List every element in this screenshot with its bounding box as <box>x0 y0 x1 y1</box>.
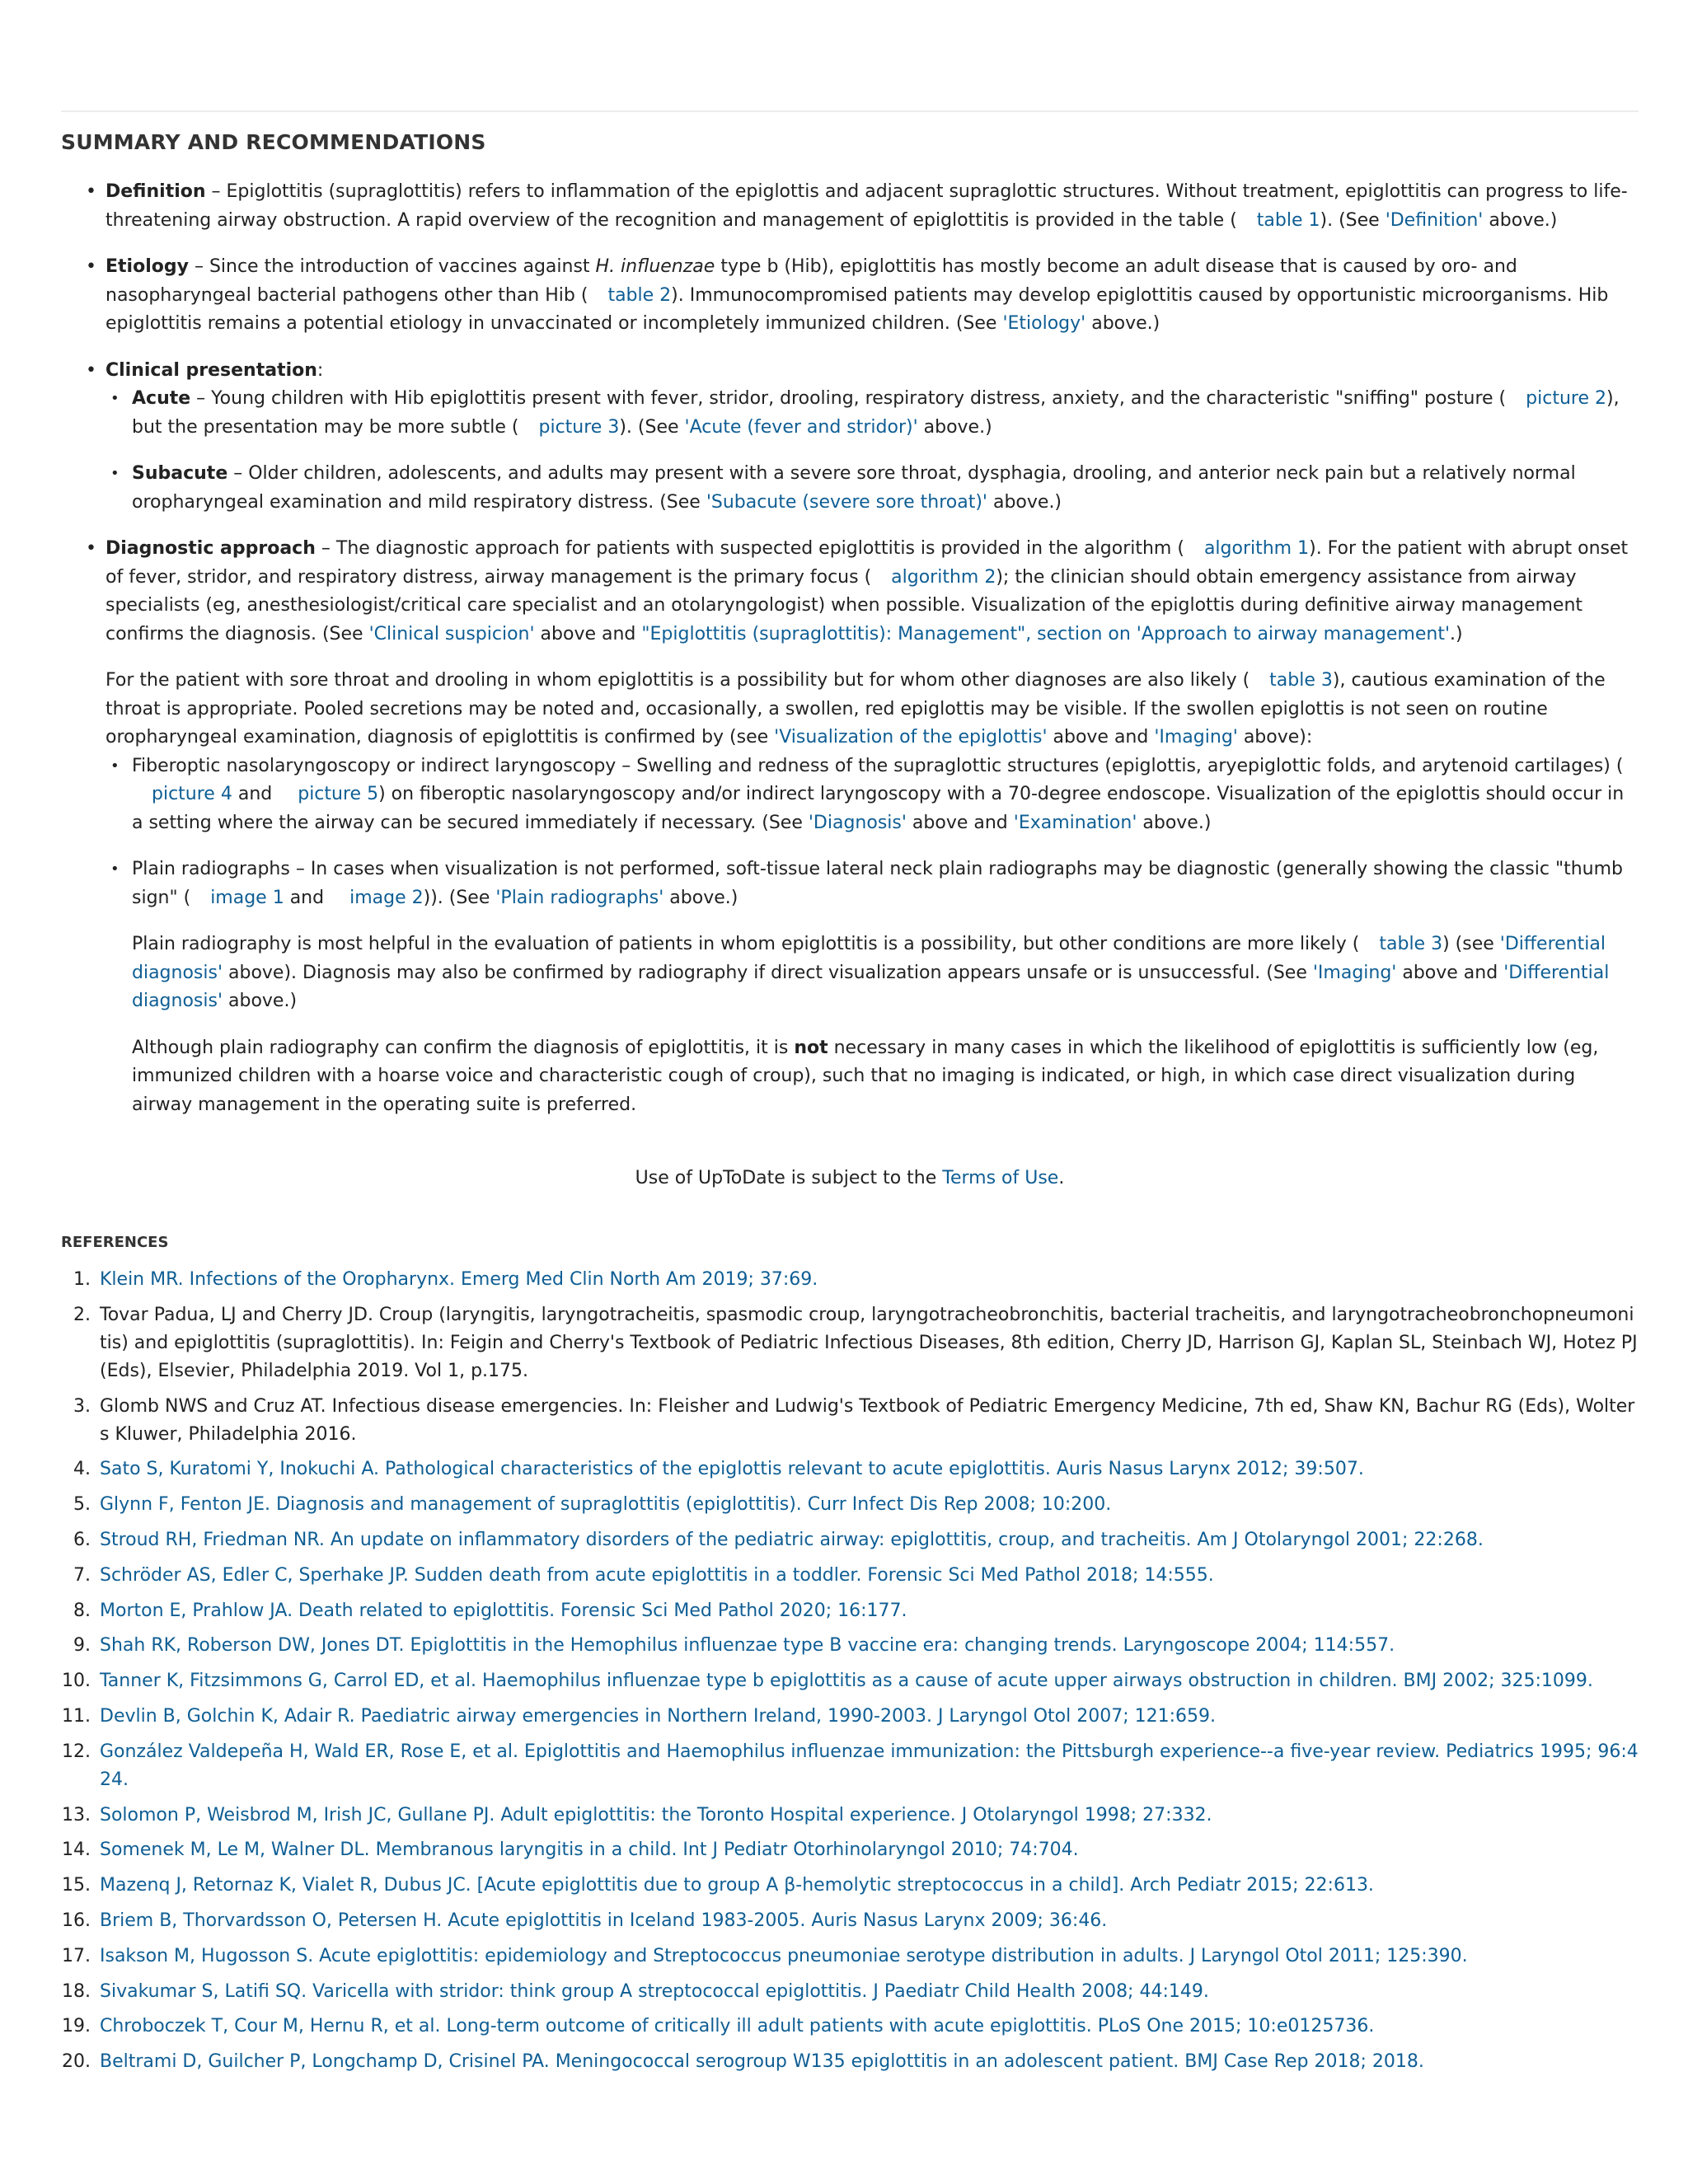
link-picture-3[interactable]: picture 3 <box>538 416 620 438</box>
link-table-3-b[interactable]: table 3 <box>1379 934 1443 954</box>
reference-link[interactable]: Stroud RH, Friedman NR. An update on inflammatory disorders of the pediatric airway: epiglottitis, croup, and tracheitis. Am J Otolaryngol 2001; 22:268. <box>100 1529 1484 1550</box>
reference-link[interactable]: Briem B, Thorvardsson O, Petersen H. Acute epiglottitis in Iceland 1983-2005. Auris Nasus Larynx 2009; 36:46. <box>100 1910 1108 1931</box>
diagnostic-paragraph: For the patient with sore throat and drooling in whom epiglottitis is a possibility but for whom other diagnoses are also likely ( table 3), cautious examination of the throat is appropriate. Pooled secretions may be noted and, occasionally, a swollen, red epiglottis may be visible. If the swollen epiglottis is not seen on routine oropharyngeal examination, diagnosis of epiglottitis is confirmed by (see 'Visualization of the epiglottis' above and 'Imaging' above): <box>106 670 1606 748</box>
reference-item <box>61 1301 1639 1385</box>
reference-item <box>61 1491 1639 1519</box>
link-algorithm-2[interactable]: algorithm 2 <box>891 566 996 588</box>
link-management-topic[interactable]: "Epiglottitis (supraglottitis): Management", section on 'Approach to airway management' <box>641 623 1450 644</box>
terms-footer: Use of UpToDate is subject to the Terms of Use. <box>635 1168 1065 1188</box>
link-section-examination[interactable]: 'Examination' <box>1013 812 1137 833</box>
reference-number: 9. <box>73 1635 91 1657</box>
reference-number: 20. <box>62 2051 91 2073</box>
reference-item <box>61 2048 1639 2076</box>
reference-item <box>61 1872 1639 1900</box>
link-picture-2[interactable]: picture 2 <box>1526 388 1606 409</box>
reference-link[interactable]: Klein MR. Infections of the Oropharynx. Emerg Med Clin North Am 2019; 37:69. <box>100 1269 818 1290</box>
section-heading: SUMMARY AND RECOMMENDATIONS <box>61 130 486 154</box>
reference-number: 18. <box>62 1980 91 2002</box>
references-heading: REFERENCES <box>61 1234 169 1251</box>
bullet-fiberoptic: • Fiberoptic nasolaryngoscopy or indirect laryngoscopy – Swelling and redness of the supraglottic structures (epiglottis, aryepiglottic folds, and arytenoid cartilages) (picture 4 and picture 5) on fiberoptic nasolaryngoscopy and/or indirect laryngoscopy with a 70-degree endoscope. Visualization of the epiglottis should occur in a setting where the airway can be secured immediately if necessary. (See 'Diagnosis' above and 'Examination' above.) <box>106 752 1639 838</box>
reference-number: 1. <box>73 1269 91 1290</box>
radiography-paragraph-2: Although plain radiography can confirm the diagnosis of epiglottitis, it is not necessary in many cases in which the likelihood of epiglottitis is sufficiently low (eg, immunized children with a hoarse voice and characteristic cough of croup), such that no imaging is indicated, or high, in which case direct visualization during airway management in the operating suite is preferred. <box>132 1037 1599 1115</box>
reference-item <box>61 2013 1639 2041</box>
clinical-sublist <box>106 385 1639 517</box>
reference-item <box>61 1943 1639 1971</box>
reference-item <box>61 1562 1639 1590</box>
link-section-clinical-suspicion[interactable]: 'Clinical suspicion' <box>368 623 535 644</box>
link-section-imaging[interactable]: 'Imaging' <box>1154 727 1238 748</box>
reference-item <box>61 1393 1639 1449</box>
reference-link[interactable]: Morton E, Prahlow JA. Death related to epiglottitis. Forensic Sci Med Pathol 2020; 16:177. <box>100 1600 907 1621</box>
reference-item <box>61 1738 1639 1794</box>
reference-number: 3. <box>73 1395 91 1417</box>
reference-number: 17. <box>62 1945 91 1966</box>
link-table-2[interactable]: table 2 <box>607 284 672 306</box>
link-section-acute[interactable]: 'Acute (fever and stridor)' <box>684 416 918 438</box>
bullet-clinical-presentation: • Clinical presentation: • Acute – Young children with Hib epiglottitis present with fever, stridor, drooling, respiratory distress, anxiety, and the characteristic "sniffing" posture ( picture 2), but the presentation may be more subtle ( picture 3). (See 'Acute (fever and stridor)' above.) • Subacute – Older children, adolescents, and adults may present with a severe sore throat, dysphagia, drooling, and anterior neck pain but a relatively normal oropharyngeal examination and mild respiratory distress. (See 'Subacute (severe sore throat)' above.) <box>61 357 1639 518</box>
link-image-2[interactable]: image 2 <box>349 887 424 908</box>
reference-text: Tovar Padua, LJ and Cherry JD. Croup (laryngitis, laryngotracheitis, spasmodic croup, laryngotracheobronchitis, bacterial tracheitis, and laryngotracheobronchopneumonitis) and epiglottitis (supraglottitis). In: Feigin and Cherry's Textbook of Pediatric Infectious Diseases, 8th edition, Cherry JD, Harrison GJ, Kaplan SL, Steinbach WJ, Hotez PJ (Eds), Elsevier, Philadelphia 2019. Vol 1, p.175. <box>100 1304 1638 1381</box>
reference-link[interactable]: Schröder AS, Edler C, Sperhake JP. Sudden death from acute epiglottitis in a toddler. Forensic Sci Med Pathol 2018; 14:555. <box>100 1564 1214 1586</box>
reference-item <box>61 1455 1639 1483</box>
reference-link[interactable]: Sivakumar S, Latifi SQ. Varicella with stridor: think group A streptococcal epiglottitis. J Paediatr Child Health 2008; 44:149. <box>100 1980 1209 2002</box>
reference-item <box>61 1632 1639 1660</box>
reference-number: 8. <box>73 1600 91 1621</box>
reference-number: 12. <box>62 1741 91 1762</box>
link-section-etiology[interactable]: 'Etiology' <box>1002 313 1086 334</box>
term-definition: Definition <box>106 181 206 202</box>
term-clinical-presentation: Clinical presentation <box>106 359 317 381</box>
reference-link[interactable]: Beltrami D, Guilcher P, Longchamp D, Crisinel PA. Meningococcal serogroup W135 epiglottitis in an adolescent patient. BMJ Case Rep 2018; 2018. <box>100 2051 1424 2073</box>
reference-text: Glomb NWS and Cruz AT. Infectious disease emergencies. In: Fleisher and Ludwig's Textbook of Pediatric Emergency Medicine, 7th ed, Shaw KN, Bachur RG (Eds), Wolters Kluwer, Philadelphia 2016. <box>100 1395 1635 1445</box>
reference-number: 6. <box>73 1529 91 1550</box>
reference-link[interactable]: Devlin B, Golchin K, Adair R. Paediatric airway emergencies in Northern Ireland, 1990-2003. J Laryngol Otol 2007; 121:659. <box>100 1705 1216 1727</box>
link-picture-4[interactable]: picture 4 <box>152 784 232 804</box>
link-image-1[interactable]: image 1 <box>210 887 284 908</box>
link-section-differential[interactable]: 'Differential diagnosis' <box>132 934 1606 983</box>
reference-number: 4. <box>73 1459 91 1480</box>
reference-number: 16. <box>62 1910 91 1931</box>
link-section-diagnosis[interactable]: 'Diagnosis' <box>808 812 907 833</box>
radiography-paragraph-1: Plain radiography is most helpful in the evaluation of patients in whom epiglottitis is a possibility, but other conditions are more likely ( table 3) (see 'Differential diagnosis' above). Diagnosis may also be confirmed by radiography if direct visualization appears unsafe or is unsuccessful. (See 'Imaging' above and 'Differential diagnosis' above.) <box>132 934 1610 1011</box>
top-divider <box>61 110 1639 112</box>
summary-list <box>61 178 1639 1119</box>
reference-number: 13. <box>62 1804 91 1825</box>
terms-of-use-link[interactable]: Terms of Use <box>942 1168 1059 1188</box>
reference-number: 15. <box>62 1875 91 1896</box>
bullet-definition: • Definition – Epiglottitis (supraglottitis) refers to inflammation of the epiglottis and adjacent supraglottic structures. Without treatment, epiglottitis can progress to life-threatening airway obstruction. A rapid overview of the recognition and management of epiglottitis is provided in the table ( table 1). (See 'Definition' above.) <box>61 178 1639 235</box>
diagnostic-sublist <box>106 752 1639 1120</box>
references-list <box>61 1266 1639 2083</box>
reference-link[interactable]: Mazenq J, Retornaz K, Vialet R, Dubus JC. [Acute epiglottitis due to group A β-hemolytic streptococcus in a child]. Arch Pediatr 2015; 22:613. <box>100 1875 1374 1896</box>
reference-number: 14. <box>62 1840 91 1861</box>
term-subacute: Subacute <box>132 463 228 484</box>
summary-section <box>61 178 1639 1137</box>
reference-link[interactable]: Sato S, Kuratomi Y, Inokuchi A. Pathological characteristics of the epiglottis relevant to acute epiglottitis. Auris Nasus Larynx 2012; 39:507. <box>100 1459 1364 1480</box>
link-section-imaging-b[interactable]: 'Imaging' <box>1312 962 1397 983</box>
reference-link[interactable]: Solomon P, Weisbrod M, Irish JC, Gullane PJ. Adult epiglottitis: the Toronto Hospital experience. J Otolaryngol 1998; 27:332. <box>100 1804 1212 1825</box>
reference-item <box>61 1836 1639 1864</box>
link-picture-5[interactable]: picture 5 <box>298 784 379 804</box>
reference-link[interactable]: Isakson M, Hugosson S. Acute epiglottitis: epidemiology and Streptococcus pneumoniae serotype distribution in adults. J Laryngol Otol 2011; 125:390. <box>100 1945 1468 1966</box>
reference-item <box>61 1526 1639 1554</box>
link-section-subacute[interactable]: 'Subacute (severe sore throat)' <box>706 491 987 513</box>
reference-item <box>61 1703 1639 1731</box>
bullet-etiology: • Etiology – Since the introduction of vaccines against H. influenzae type b (Hib), epiglottitis has mostly become an adult disease that is caused by oro- and nasopharyngeal bacterial pathogens other than Hib ( table 2). Immunocompromised patients may develop epiglottitis caused by opportunistic microorganisms. Hib epiglottitis remains a potential etiology in unvaccinated or incompletely immunized children. (See 'Etiology' above.) <box>61 253 1639 339</box>
reference-item <box>61 1802 1639 1830</box>
link-section-definition[interactable]: 'Definition' <box>1385 209 1484 231</box>
bullet-subacute: • Subacute – Older children, adolescents, and adults may present with a severe sore throat, dysphagia, drooling, and anterior neck pain but a relatively normal oropharyngeal examination and mild respiratory distress. (See 'Subacute (severe sore throat)' above.) <box>106 460 1639 517</box>
link-table-3[interactable]: table 3 <box>1269 670 1333 691</box>
link-section-visualization[interactable]: 'Visualization of the epiglottis' <box>774 727 1048 748</box>
reference-number: 10. <box>62 1671 91 1692</box>
reference-link[interactable]: Chroboczek T, Cour M, Hernu R, et al. Long-term outcome of critically ill adult patients with acute epiglottitis. PLoS One 2015; 10:e0125736. <box>100 2016 1375 2037</box>
link-section-differential-b[interactable]: 'Differential diagnosis' <box>132 962 1610 1011</box>
reference-number: 5. <box>73 1494 91 1516</box>
bullet-diagnostic-approach: • Diagnostic approach – The diagnostic approach for patients with suspected epiglottitis is provided in the algorithm ( algorithm 1). For the patient with abrupt onset of fever, stridor, and respiratory distress, airway management is the primary focus ( algorithm 2); the clinician should obtain emergency assistance from airway specialists (eg, anesthesiologist/critical care specialist and an otolaryngologist) when possible. Visualization of the epiglottis during definitive airway management confirms the diagnosis. (See 'Clinical suspicion' above and "Epiglottitis (supraglottitis): Management", section on 'Approach to airway management'.) For the patient with sore throat and drooling in whom epiglottitis is a possibility but for whom other diagnoses are also likely ( table 3), cautious examination of the throat is appropriate. Pooled secretions may be noted and, occasionally, a swollen, red epiglottis may be visible. If the swollen epiglottis is not seen on routine oropharyngeal examination, diagnosis of epiglottitis is confirmed by (see 'Visualization of the epiglottis' above and 'Imaging' above): • Fiberoptic nasolaryngoscopy or indirect laryngoscopy – Swelling and redness of the supraglottic structures (epiglottis, aryepiglottic folds, and arytenoid cartilages) (picture 4 and picture 5) on fiberoptic nasolaryngoscopy and/or indirect laryngoscopy with a 70-degree endoscope. Visualization of the epiglottis should occur in a setting where the airway can be secured immediately if necessary. (See 'Diagnosis' above and 'Examination' above.) • Plain radiographs – In cases when visualization is not performed, soft-tissue lateral neck plain radiographs may be diagnostic (generally showing the classic "thumb sign" ( image 1 and image 2)). (See 'Plain radiographs' above.) Plain radiography is most helpful in the evaluation of patients in whom epiglottitis is a possibility, but other conditions are more likely ( table 3) (see 'Differential diagnosis' above). Diagnosis may also be confirmed by radiography if direct visualization appears unsafe or is unsuccessful. (See 'Imaging' above and 'Differential diagnosis' above.) Although plain radiography can confirm the diagnosis of epiglottitis, it is not necessary in many cases in which the likelihood of epiglottitis is sufficiently low (eg, immunized children with a hoarse voice and characteristic cough of croup), such that no imaging is indicated, or high, in which case direct visualization during airway management in the operating suite is preferred. <box>61 535 1639 1119</box>
reference-link[interactable]: Shah RK, Roberson DW, Jones DT. Epiglottitis in the Hemophilus influenzae type B vaccine era: changing trends. Laryngoscope 2004; 114:557. <box>100 1635 1395 1657</box>
reference-link[interactable]: Glynn F, Fenton JE. Diagnosis and management of supraglottitis (epiglottitis). Curr Infect Dis Rep 2008; 10:200. <box>100 1494 1112 1516</box>
reference-link[interactable]: González Valdepeña H, Wald ER, Rose E, et al. Epiglottitis and Haemophilus influenzae immunization: the Pittsburgh experience--a five-year review. Pediatrics 1995; 96:424. <box>100 1741 1639 1790</box>
reference-link[interactable]: Tanner K, Fitzsimmons G, Carrol ED, et al. Haemophilus influenzae type b epiglottitis as a cause of acute upper airways obstruction in children. BMJ 2002; 325:1099. <box>100 1671 1593 1692</box>
link-algorithm-1[interactable]: algorithm 1 <box>1203 538 1310 559</box>
reference-number: 2. <box>73 1304 91 1325</box>
bullet-acute: • Acute – Young children with Hib epiglottitis present with fever, stridor, drooling, respiratory distress, anxiety, and the characteristic "sniffing" posture ( picture 2), but the presentation may be more subtle ( picture 3). (See 'Acute (fever and stridor)' above.) <box>106 385 1639 442</box>
term-diagnostic-approach: Diagnostic approach <box>106 538 316 559</box>
reference-item <box>61 1978 1639 2006</box>
bullet-plain-radiographs: • Plain radiographs – In cases when visualization is not performed, soft-tissue lateral neck plain radiographs may be diagnostic (generally showing the classic "thumb sign" ( image 1 and image 2)). (See 'Plain radiographs' above.) Plain radiography is most helpful in the evaluation of patients in whom epiglottitis is a possibility, but other conditions are more likely ( table 3) (see 'Differential diagnosis' above). Diagnosis may also be confirmed by radiography if direct visualization appears unsafe or is unsuccessful. (See 'Imaging' above and 'Differential diagnosis' above.) Although plain radiography can confirm the diagnosis of epiglottitis, it is not necessary in many cases in which the likelihood of epiglottitis is sufficiently low (eg, immunized children with a hoarse voice and characteristic cough of croup), such that no imaging is indicated, or high, in which case direct visualization during airway management in the operating suite is preferred. <box>106 855 1639 1119</box>
reference-item <box>61 1266 1639 1294</box>
reference-item <box>61 1667 1639 1695</box>
reference-number: 7. <box>73 1564 91 1586</box>
reference-link[interactable]: Somenek M, Le M, Walner DL. Membranous laryngitis in a child. Int J Pediatr Otorhinolaryngol 2010; 74:704. <box>100 1840 1079 1861</box>
link-table-1[interactable]: table 1 <box>1256 209 1320 231</box>
term-acute: Acute <box>132 388 191 409</box>
reference-number: 11. <box>62 1705 91 1727</box>
reference-item <box>61 1597 1639 1625</box>
reference-number: 19. <box>62 2016 91 2037</box>
term-etiology: Etiology <box>106 256 189 277</box>
link-section-plain-radiographs[interactable]: 'Plain radiographs' <box>495 887 664 908</box>
reference-item <box>61 1907 1639 1935</box>
